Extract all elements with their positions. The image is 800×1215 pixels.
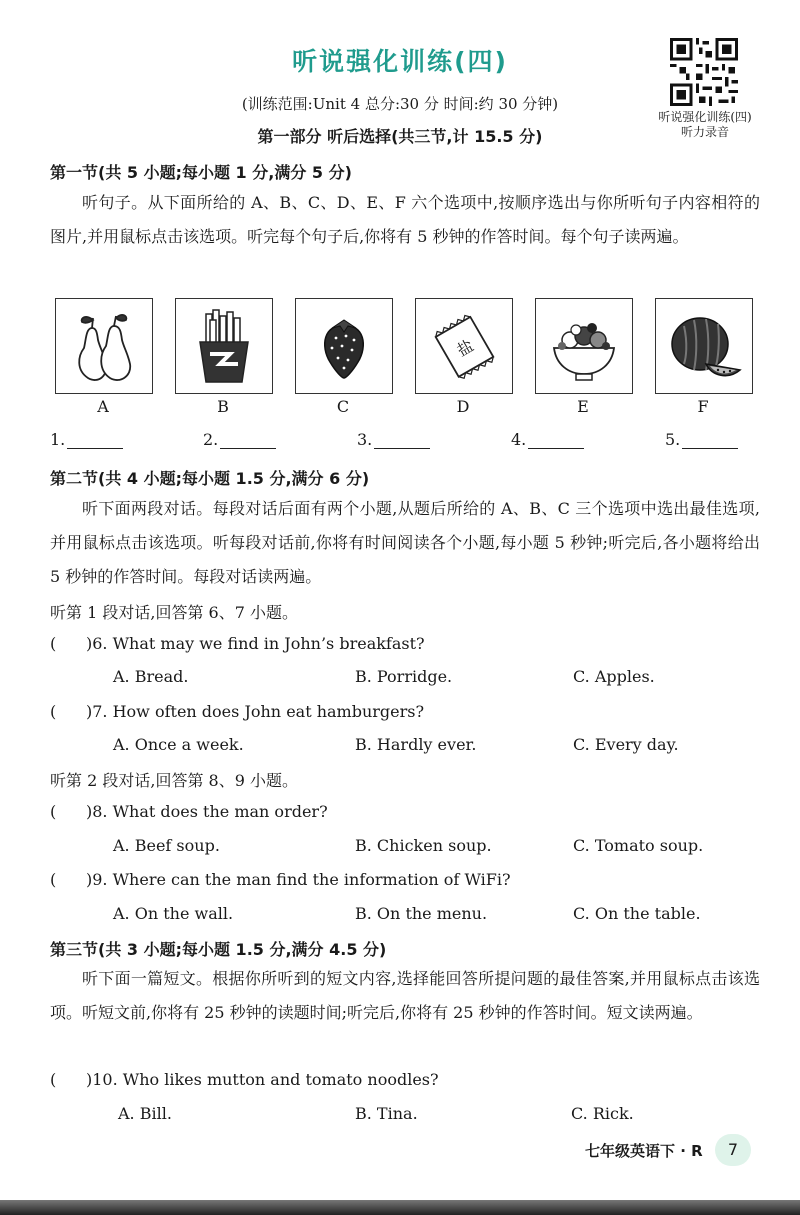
answer-blank-1[interactable] [50, 430, 123, 449]
blank-line [682, 432, 738, 449]
q7-option-b[interactable]: B. Hardly ever. [355, 735, 477, 754]
blank-number: 1. [50, 430, 66, 449]
part-heading: 第一部分 听后选择(共三节,计 15.5 分) [257, 127, 543, 146]
blank-line [67, 432, 123, 449]
q7-option-a[interactable]: A. Once a week. [113, 735, 244, 754]
answer-paren[interactable]: ( [50, 634, 57, 653]
question-8 [50, 802, 328, 821]
picture-label-f: F [697, 397, 709, 416]
q9-option-c[interactable]: C. On the table. [573, 904, 701, 923]
dialog1-intro: 听第 1 段对话,回答第 6、7 小题。 [50, 603, 298, 622]
question-9 [50, 870, 511, 889]
blank-line [528, 432, 584, 449]
pears-icon [62, 304, 146, 388]
blank-number: 3. [357, 430, 373, 449]
picture-label-d: D [456, 397, 470, 416]
answer-blank-5[interactable] [665, 430, 738, 449]
salt-packet-icon [422, 304, 506, 388]
picture-option-b[interactable] [175, 298, 273, 394]
training-scope: (训练范围:Unit 4 总分:30 分 时间:约 30 分钟) [241, 95, 559, 113]
q7-option-c[interactable]: C. Every day. [573, 735, 679, 754]
answer-paren[interactable]: ( [50, 702, 57, 721]
picture-option-e[interactable] [535, 298, 633, 394]
fruit-salad-icon [542, 304, 626, 388]
section2-heading: 第二节(共 4 小题;每小题 1.5 分,满分 6 分) [50, 469, 370, 488]
qr-code-icon[interactable] [670, 38, 738, 106]
picture-label-e: E [577, 397, 589, 416]
strawberry-icon [302, 304, 386, 388]
q9-option-a[interactable]: A. On the wall. [113, 904, 234, 923]
picture-option-c[interactable] [295, 298, 393, 394]
qr-caption: 听说强化训练(四) [658, 110, 752, 124]
watermelon-icon [662, 304, 746, 388]
page-number: 7 [715, 1134, 751, 1166]
question-text: )8. What does the man order? [86, 802, 328, 821]
page-title: 听说强化训练(四) [292, 47, 508, 76]
q6-option-a[interactable]: A. Bread. [113, 667, 189, 686]
q8-option-a[interactable]: A. Beef soup. [113, 836, 220, 855]
q10-option-c[interactable]: C. Rick. [571, 1104, 634, 1123]
answer-blank-2[interactable] [203, 430, 276, 449]
book-title: 七年级英语下 · R [585, 1142, 703, 1160]
question-text: )10. Who likes mutton and tomato noodles? [86, 1070, 439, 1089]
section3-heading: 第三节(共 3 小题;每小题 1.5 分,满分 4.5 分) [50, 940, 387, 959]
question-6 [50, 634, 425, 653]
question-text: )7. How often does John eat hamburgers? [86, 702, 425, 721]
q10-option-a[interactable]: A. Bill. [118, 1104, 172, 1123]
picture-option-d[interactable] [415, 298, 513, 394]
picture-label-a: A [97, 397, 109, 416]
salt-char: 盐 [453, 335, 477, 361]
picture-label-c: C [336, 397, 350, 416]
q10-option-b[interactable]: B. Tina. [355, 1104, 418, 1123]
blank-number: 5. [665, 430, 681, 449]
q9-option-b[interactable]: B. On the menu. [355, 904, 488, 923]
blank-number: 2. [203, 430, 219, 449]
page-edge-shadow [0, 1200, 800, 1215]
blank-number: 4. [511, 430, 527, 449]
q6-option-b[interactable]: B. Porridge. [355, 667, 453, 686]
question-7 [50, 702, 424, 721]
section2-instructions: 听下面两段对话。每段对话后面有两个小题,从题后所给的 A、B、C 三个选项中选出最佳选项,并用鼠标点击该选项。听每段对话前,你将有时间阅读各个小题,每小题 5 秒钟;听完后,各小题将给出 5 秒钟的作答时间。每段对话读两遍。 [50, 499, 760, 586]
answer-blank-3[interactable] [357, 430, 430, 449]
french-fries-icon [182, 304, 266, 388]
picture-option-a[interactable] [55, 298, 153, 394]
picture-option-f[interactable] [655, 298, 753, 394]
dialog2-intro: 听第 2 段对话,回答第 8、9 小题。 [50, 771, 298, 790]
blank-line [374, 432, 430, 449]
q8-option-b[interactable]: B. Chicken soup. [355, 836, 492, 855]
answer-blank-4[interactable] [511, 430, 584, 449]
section3-instructions: 听下面一篇短文。根据你所听到的短文内容,选择能回答所提问题的最佳答案,并用鼠标点击该选项。听短文前,你将有 25 秒钟的读题时间;听完后,你将有 25 秒钟的作答时间。短文读两遍。 [50, 969, 760, 1022]
picture-label-b: B [217, 397, 229, 416]
answer-paren[interactable]: ( [50, 870, 57, 889]
question-text: )9. Where can the man find the information of WiFi? [86, 870, 511, 889]
answer-paren[interactable]: ( [50, 802, 57, 821]
q6-option-c[interactable]: C. Apples. [573, 667, 655, 686]
question-text: )6. What may we find in John’s breakfast? [86, 634, 425, 653]
blank-line [220, 432, 276, 449]
section1-instructions: 听句子。从下面所给的 A、B、C、D、E、F 六个选项中,按顺序选出与你所听句子内容相符的图片,并用鼠标点击该选项。听完每个句子后,你将有 5 秒钟的作答时间。每个句子读两遍。 [50, 193, 760, 246]
section1-heading: 第一节(共 5 小题;每小题 1 分,满分 5 分) [50, 163, 352, 182]
answer-paren[interactable]: ( [50, 1070, 57, 1089]
question-10 [50, 1070, 439, 1089]
qr-caption-audio: 听力录音 [680, 125, 729, 139]
q8-option-c[interactable]: C. Tomato soup. [573, 836, 704, 855]
